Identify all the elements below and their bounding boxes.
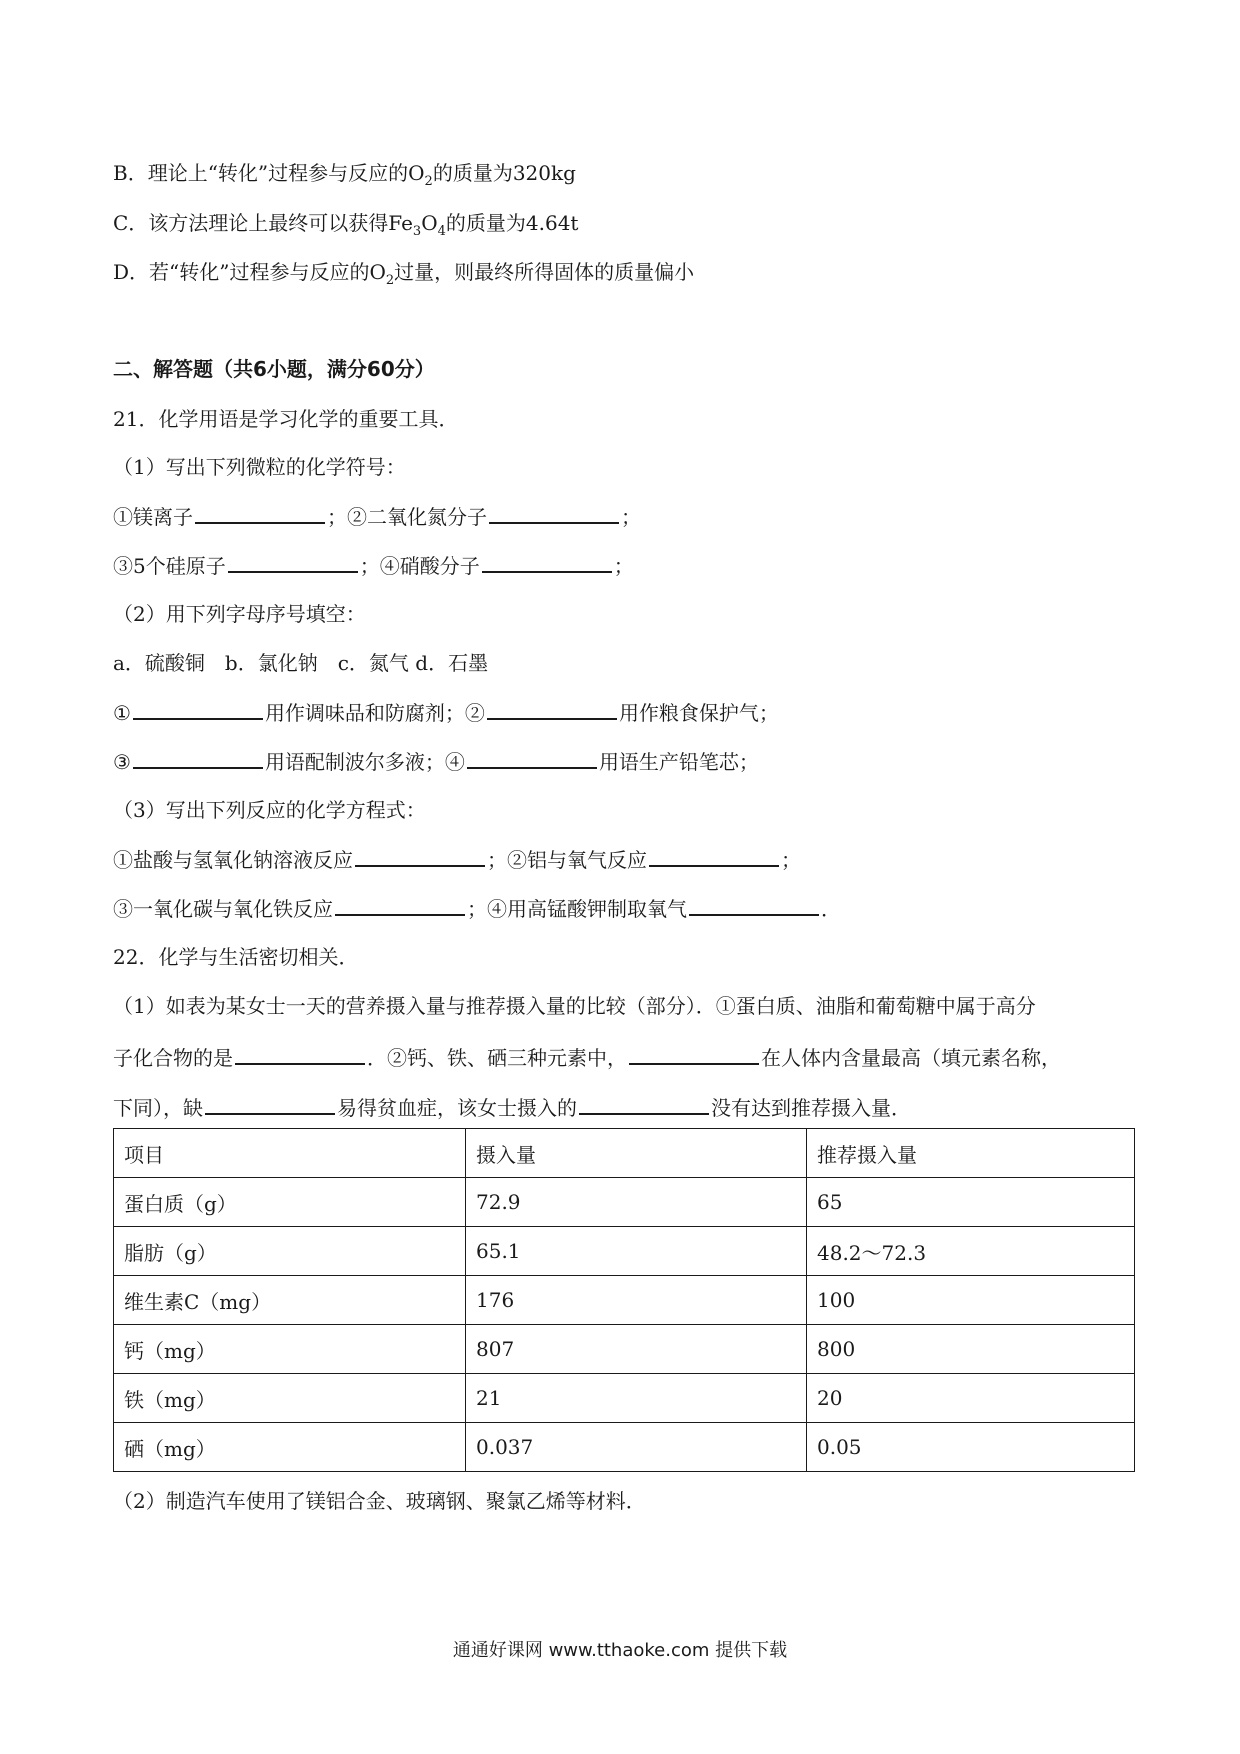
table-cell: 100 xyxy=(807,1276,1135,1325)
table-cell: 65.1 xyxy=(466,1227,807,1276)
q22-line3: 下同），缺 易得贫血症，该女士摄入的 没有达到推荐摄入量． xyxy=(113,1093,911,1122)
q21-line2: ③5个硅原子 ；④硝酸分子 ； xyxy=(113,551,634,580)
nutrition-table xyxy=(113,1128,1135,1472)
answer-blank[interactable] xyxy=(629,1043,759,1065)
answer-blank[interactable] xyxy=(205,1093,335,1115)
table-cell: 21 xyxy=(466,1374,807,1423)
q21-choices: a．硫酸铜 b．氯化钠 c．氮气 d．石墨 xyxy=(113,651,489,675)
table-row xyxy=(114,1227,1135,1276)
table-header-cell: 摄入量 xyxy=(466,1129,807,1178)
answer-blank[interactable] xyxy=(467,747,597,769)
answer-blank[interactable] xyxy=(649,845,779,867)
answer-blank[interactable] xyxy=(487,698,617,720)
answer-blank[interactable] xyxy=(133,747,263,769)
answer-blank[interactable] xyxy=(579,1093,709,1115)
table-header-cell: 推荐摄入量 xyxy=(807,1129,1135,1178)
table-row xyxy=(114,1374,1135,1423)
answer-blank[interactable] xyxy=(133,698,263,720)
section-heading: 二、解答题（共6小题，满分60分） xyxy=(113,357,435,381)
q21-part1-prompt: （1）写出下列微粒的化学符号： xyxy=(113,455,406,479)
q22-line1: （1）如表为某女士一天的营养摄入量与推荐摄入量的比较（部分）．①蛋白质、油脂和葡萄糖中属于高分 xyxy=(113,994,1036,1018)
table-row xyxy=(114,1276,1135,1325)
table-cell: 钙（mg） xyxy=(114,1325,466,1374)
q21-part2-prompt: （2）用下列字母序号填空： xyxy=(113,602,366,626)
q21-line5: ①盐酸与氢氧化钠溶液反应 ；②铝与氧气反应 ； xyxy=(113,845,801,874)
table-cell: 脂肪（g） xyxy=(114,1227,466,1276)
answer-blank[interactable] xyxy=(335,894,465,916)
answer-blank[interactable] xyxy=(489,502,619,524)
table-cell: 铁（mg） xyxy=(114,1374,466,1423)
table-cell: 20 xyxy=(807,1374,1135,1423)
table-cell: 蛋白质（g） xyxy=(114,1178,466,1227)
table-row xyxy=(114,1325,1135,1374)
table-row xyxy=(114,1423,1135,1472)
table-cell: 0.05 xyxy=(807,1423,1135,1472)
table-cell: 0.037 xyxy=(466,1423,807,1472)
q21-part3-prompt: （3）写出下列反应的化学方程式： xyxy=(113,798,426,822)
table-cell: 硒（mg） xyxy=(114,1423,466,1472)
answer-blank[interactable] xyxy=(228,551,358,573)
q21-stem: 21．化学用语是学习化学的重要工具． xyxy=(113,407,459,431)
table-cell: 48.2～72.3 xyxy=(807,1227,1135,1276)
table-header-row xyxy=(114,1129,1135,1178)
table-cell: 800 xyxy=(807,1325,1135,1374)
option-c: C．该方法理论上最终可以获得$Fe_3O_4$的质量为4.64t xyxy=(113,211,579,239)
table-row xyxy=(114,1178,1135,1227)
q22-part2: （2）制造汽车使用了镁铝合金、玻璃钢、聚氯乙烯等材料． xyxy=(113,1489,646,1513)
table-cell: 维生素C（mg） xyxy=(114,1276,466,1325)
answer-blank[interactable] xyxy=(482,551,612,573)
q22-stem: 22．化学与生活密切相关． xyxy=(113,945,359,969)
answer-blank[interactable] xyxy=(235,1043,365,1065)
table-cell: 65 xyxy=(807,1178,1135,1227)
footer-credit: 通通好课网 www.tthaoke.com 提供下载 xyxy=(452,1640,788,1661)
answer-blank[interactable] xyxy=(195,502,325,524)
table-header-cell: 项目 xyxy=(114,1129,466,1178)
option-d: D．若“转化”过程参与反应的$O_2$过量，则最终所得固体的质量偏小 xyxy=(113,260,695,288)
q21-line1: ①镁离子 ；②二氧化氮分子 ； xyxy=(113,502,641,531)
answer-blank[interactable] xyxy=(355,845,485,867)
table-cell: 176 xyxy=(466,1276,807,1325)
table-cell: 72.9 xyxy=(466,1178,807,1227)
answer-blank[interactable] xyxy=(689,894,819,916)
q21-line6: ③一氧化碳与氧化铁反应 ；④用高锰酸钾制取氧气 ． xyxy=(113,894,841,923)
option-b: B．理论上“转化”过程参与反应的$O_2$的质量为320kg xyxy=(113,161,576,189)
q21-line4: ③ 用语配制波尔多液；④ 用语生产铅笔芯； xyxy=(113,747,759,776)
q21-line3: ① 用作调味品和防腐剂；② 用作粮食保护气； xyxy=(113,698,779,727)
table-cell: 807 xyxy=(466,1325,807,1374)
q22-line2: 子化合物的是 ．②钙、铁、硒三种元素中， 在人体内含量最高（填元素名称， xyxy=(113,1043,1061,1072)
